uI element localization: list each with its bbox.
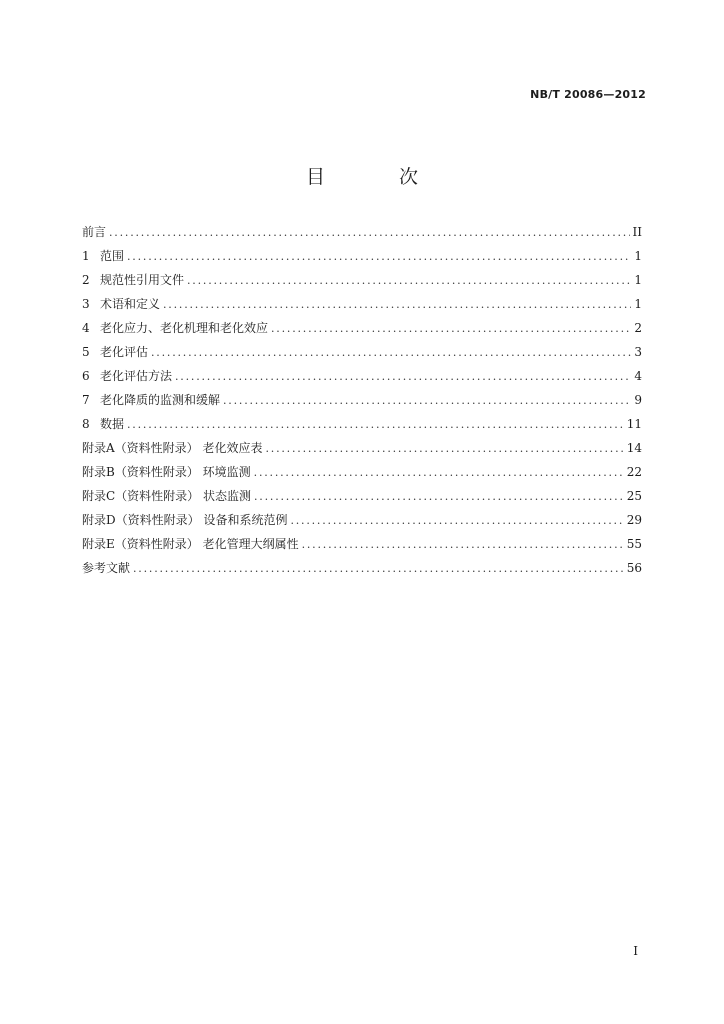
toc-entry[interactable]: [82, 388, 642, 412]
toc-dot-leader: [254, 461, 624, 485]
toc-entry-page: 2: [634, 321, 642, 335]
toc-entry-label: 老化评估: [100, 345, 149, 359]
toc-entry[interactable]: [82, 364, 642, 388]
toc-entry[interactable]: [82, 220, 642, 244]
toc-dot-leader: [271, 317, 631, 341]
toc-entry-number: 7: [82, 393, 90, 407]
toc-entry-annex-prefix: 附录C（资料性附录）: [82, 489, 203, 503]
toc-entry-label: 老化降质的监测和缓解: [100, 393, 221, 407]
toc-entry-page: 14: [626, 441, 642, 455]
toc-dot-leader: [175, 365, 631, 389]
toc-entry-page: 1: [634, 297, 642, 311]
toc-entry-label: 数据: [100, 417, 125, 431]
toc-entry-label: 术语和定义: [100, 297, 161, 311]
toc-entry[interactable]: [82, 268, 642, 292]
toc-entry-label: 环境监测: [202, 465, 251, 479]
toc-dot-leader: [187, 269, 631, 293]
toc-entry-page: 55: [626, 537, 642, 551]
toc-dot-leader: [254, 485, 624, 509]
toc-entry[interactable]: [82, 340, 642, 364]
toc-entry[interactable]: [82, 460, 642, 484]
standard-number: NB/T 20086—2012: [530, 88, 646, 101]
toc-entry-label: 老化效应表: [202, 441, 263, 455]
toc-entry[interactable]: [82, 556, 642, 580]
toc-entry-page: II: [632, 225, 642, 239]
toc-entry[interactable]: [82, 484, 642, 508]
toc-entry-label: 设备和系统范例: [203, 513, 288, 527]
toc-entry-label: 规范性引用文件: [100, 273, 185, 287]
toc-entry-page: 1: [634, 273, 642, 287]
toc-dot-leader: [290, 509, 623, 533]
toc-entry-page: 9: [634, 393, 642, 407]
toc-entry-label: 老化评估方法: [100, 369, 173, 383]
toc-entry-label: 老化应力、老化机理和老化效应: [100, 321, 269, 335]
toc-entry-label: 前言: [82, 225, 107, 239]
toc-dot-leader: [109, 221, 630, 245]
toc-entry[interactable]: [82, 412, 642, 436]
toc-entry-label: 参考文献: [82, 561, 131, 575]
toc-entry-annex-prefix: 附录B（资料性附录）: [82, 465, 203, 479]
toc-entry[interactable]: [82, 532, 642, 556]
toc-dot-leader: [223, 389, 631, 413]
toc-entry-number: 1: [82, 249, 90, 263]
toc-title: 目 次: [305, 166, 453, 188]
toc-dot-leader: [127, 413, 624, 437]
toc-entry[interactable]: [82, 244, 642, 268]
toc-entry-number: 3: [82, 297, 90, 311]
toc-entry-annex-prefix: 附录E（资料性附录）: [82, 537, 203, 551]
toc-dot-leader: [127, 245, 631, 269]
toc-entry[interactable]: [82, 436, 642, 460]
toc-entry-number: 6: [82, 369, 90, 383]
toc-dot-leader: [266, 437, 624, 461]
toc-entry-page: 25: [626, 489, 642, 503]
toc-entry-label: 老化管理大纲属性: [202, 537, 299, 551]
toc-entry-page: 22: [626, 465, 642, 479]
toc-entry-label: 范围: [100, 249, 125, 263]
toc-dot-leader: [163, 293, 631, 317]
toc-entry-page: 56: [626, 561, 642, 575]
toc-entry-number: 4: [82, 321, 90, 335]
toc-dot-leader: [133, 557, 624, 581]
toc-entry-annex-prefix: 附录A（资料性附录）: [82, 441, 203, 455]
toc-entry-page: 1: [634, 249, 642, 263]
toc-entry-page: 29: [626, 513, 642, 527]
toc-entry[interactable]: [82, 316, 642, 340]
toc-entry-number: 8: [82, 417, 90, 431]
toc-entry-label: 状态监测: [203, 489, 252, 503]
page-number: I: [633, 944, 638, 958]
toc-entry-number: 2: [82, 273, 90, 287]
toc-entry-page: 3: [634, 345, 642, 359]
toc-entry-annex-prefix: 附录D（资料性附录）: [82, 513, 204, 527]
toc-dot-leader: [302, 533, 624, 557]
toc-entry-page: 11: [626, 417, 642, 431]
toc-entry[interactable]: [82, 292, 642, 316]
toc-entry-number: 5: [82, 345, 90, 359]
toc-list: [82, 220, 642, 580]
toc-dot-leader: [151, 341, 631, 365]
toc-entry[interactable]: [82, 508, 642, 532]
toc-entry-page: 4: [634, 369, 642, 383]
